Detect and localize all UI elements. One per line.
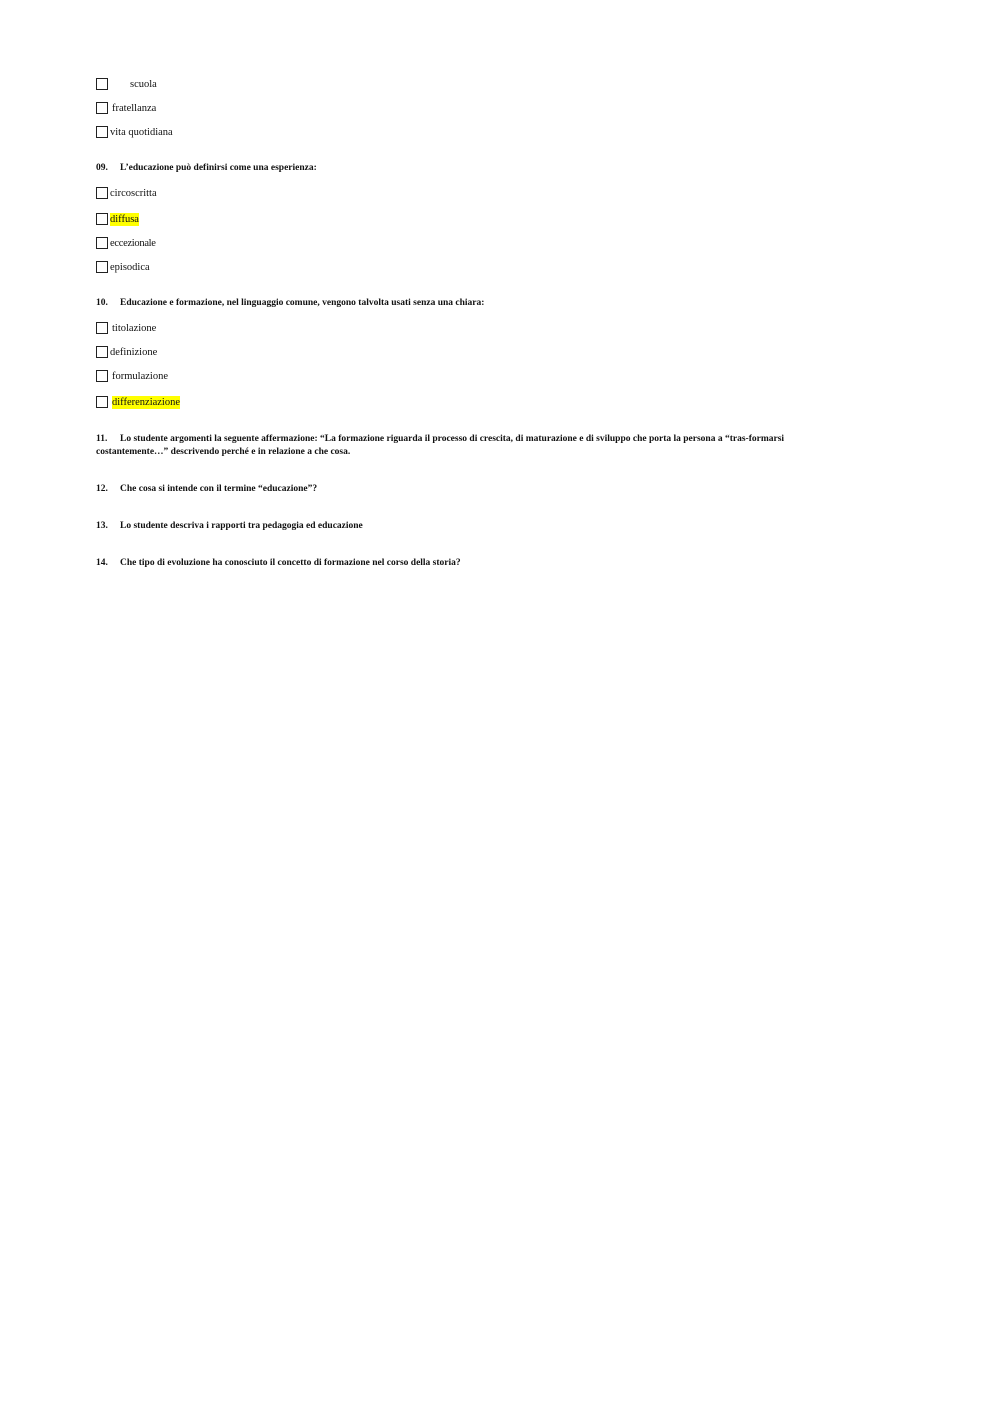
option-label: eccezionale: [110, 237, 156, 249]
question-number: 12.: [96, 484, 108, 494]
option-vita-quotidiana[interactable]: [96, 124, 173, 140]
option-label: fratellanza: [112, 102, 157, 114]
question-12: [96, 483, 856, 496]
option-label-highlighted: differenziazione: [112, 396, 181, 408]
option-fratellanza[interactable]: [96, 100, 156, 116]
option-differenziazione[interactable]: [96, 394, 180, 410]
option-label: definizione: [110, 346, 158, 358]
option-definizione[interactable]: [96, 344, 157, 360]
option-label: circoscritta: [110, 187, 157, 199]
question-text: Educazione e formazione, nel linguaggio comune, vengono talvolta usati senza una chiara:: [120, 298, 485, 308]
option-label: scuola: [130, 78, 157, 90]
question-09: [96, 162, 856, 175]
question-number: 13.: [96, 521, 108, 531]
option-label: titolazione: [112, 322, 157, 334]
question-text: Lo studente argomenti la seguente affermazione: “La formazione riguarda il processo di crescita, di maturazione e di sviluppo che porta la persona a “tras-formarsi costantemente…” descrivendo perché e in relazione a che cosa.: [96, 434, 785, 457]
option-label: episodica: [110, 261, 150, 273]
checkbox[interactable]: [96, 213, 108, 225]
question-number: 09.: [96, 163, 108, 173]
checkbox[interactable]: [96, 261, 108, 273]
option-titolazione[interactable]: [96, 320, 156, 336]
option-label: formulazione: [112, 370, 168, 382]
checkbox[interactable]: [96, 237, 108, 249]
checkbox[interactable]: [96, 126, 108, 138]
checkbox[interactable]: [96, 370, 108, 382]
checkbox[interactable]: [96, 78, 108, 90]
checkbox[interactable]: [96, 187, 108, 199]
option-episodica[interactable]: [96, 259, 150, 275]
question-text: Che cosa si intende con il termine “educazione”?: [120, 484, 318, 494]
checkbox[interactable]: [96, 322, 108, 334]
question-number: 11.: [96, 434, 108, 444]
checkbox[interactable]: [96, 346, 108, 358]
question-number: 14.: [96, 558, 108, 568]
option-label: vita quotidiana: [110, 126, 173, 138]
option-circoscritta[interactable]: [96, 185, 157, 201]
question-14: [96, 557, 856, 570]
option-label-highlighted: diffusa: [110, 213, 139, 225]
question-text: L’educazione può definirsi come una esperienza:: [120, 163, 317, 173]
question-10: [96, 297, 856, 310]
question-text: Che tipo di evoluzione ha conosciuto il concetto di formazione nel corso della storia?: [120, 558, 461, 568]
question-text: Lo studente descriva i rapporti tra pedagogia ed educazione: [120, 521, 363, 531]
question-11: [96, 433, 856, 459]
question-13: [96, 520, 856, 533]
option-diffusa[interactable]: [96, 211, 139, 227]
option-scuola[interactable]: [96, 76, 157, 92]
checkbox[interactable]: [96, 102, 108, 114]
option-eccezionale[interactable]: [96, 235, 156, 251]
option-formulazione[interactable]: [96, 368, 168, 384]
question-number: 10.: [96, 298, 108, 308]
checkbox[interactable]: [96, 396, 108, 408]
